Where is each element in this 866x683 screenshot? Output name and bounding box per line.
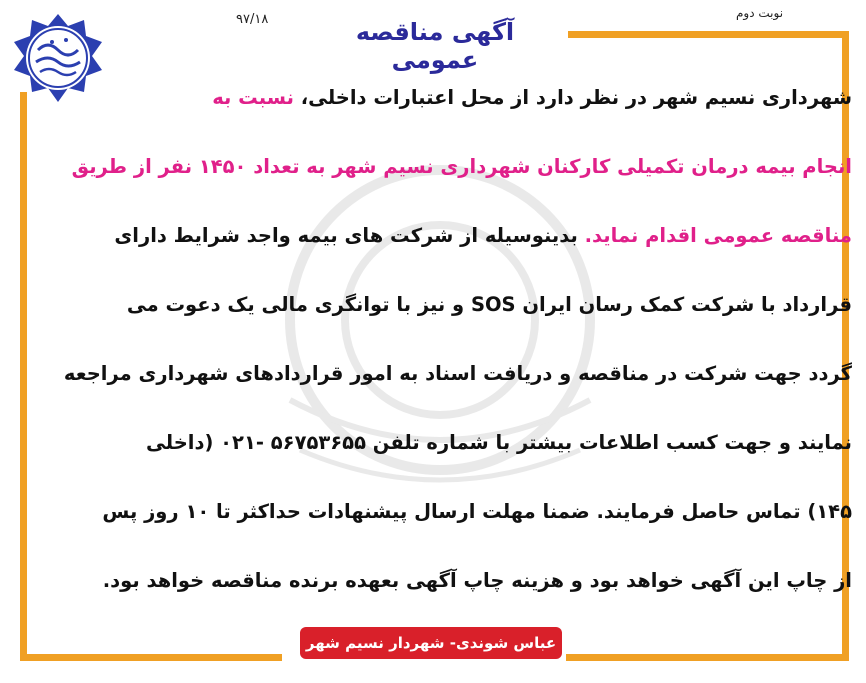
body-line-5: گردد جهت شرکت در مناقصه و دریافت اسناد به امور قراردادهای شهرداری مراجعه bbox=[63, 362, 852, 385]
edition-label: نوبت دوم bbox=[736, 6, 784, 20]
frame-border-top bbox=[568, 31, 849, 38]
frame-border-bottom-left bbox=[20, 654, 282, 661]
body-line-4: قرارداد با شرکت کمک رسان ایران SOS و نیز با توانگری مالی یک دعوت می bbox=[126, 293, 852, 316]
body-line-7: ۱۴۵) تماس حاصل فرمایند. ضمنا مهلت ارسال پیشنهادات حداکثر تا ۱۰ روز پس bbox=[102, 500, 852, 523]
page-title: آگهی مناقصه عمومی bbox=[355, 18, 515, 74]
highlight-text: نسبت به bbox=[212, 86, 294, 109]
frame-border-bottom-right bbox=[566, 654, 849, 661]
signature-badge: عباس شوندی- شهردار نسیم شهر bbox=[300, 627, 562, 659]
highlight-text: مناقصه عمومی اقدام نماید. bbox=[584, 224, 852, 247]
body-line-6: نمایند و جهت کسب اطلاعات بیشتر با شماره تلفن ۵۶۷۵۳۶۵۵ -۰۲۱ (داخلی bbox=[146, 431, 852, 454]
frame-border-left bbox=[20, 92, 27, 661]
body-line-8: از چاپ این آگهی خواهد بود و هزینه چاپ آگهی بعهده برنده مناقصه خواهد بود. bbox=[102, 569, 852, 592]
issue-number: ۹۷/۱۸ bbox=[236, 12, 269, 27]
announcement-body bbox=[28, 77, 852, 629]
body-line-1: شهرداری نسیم شهر در نظر دارد از محل اعتبارات داخلی، نسبت به bbox=[212, 86, 852, 109]
body-line-2: انجام بیمه درمان تکمیلی کارکنان شهرداری نسیم شهر به تعداد ۱۴۵۰ نفر از طریق bbox=[71, 155, 852, 178]
body-line-3: مناقصه عمومی اقدام نماید. بدینوسیله از شرکت های بیمه واجد شرایط دارای bbox=[114, 224, 852, 247]
